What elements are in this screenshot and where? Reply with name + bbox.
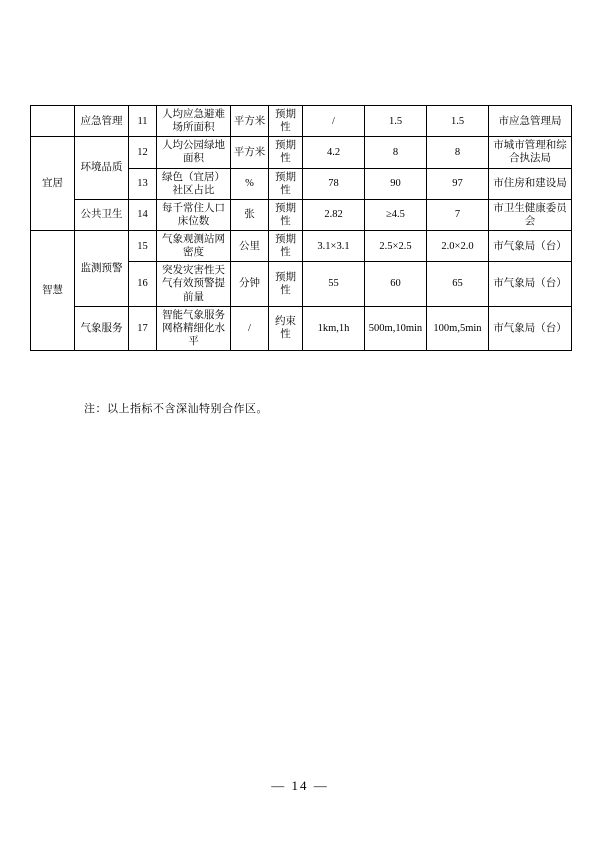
cell-value-1: 1km,1h xyxy=(303,306,365,350)
cell-subcategory: 环境品质 xyxy=(75,137,129,200)
cell-unit: / xyxy=(231,306,269,350)
cell-value-1: 55 xyxy=(303,262,365,306)
cell-attribute: 预期性 xyxy=(269,137,303,168)
cell-indicator: 每千常住人口床位数 xyxy=(157,199,231,230)
cell-value-2: ≥4.5 xyxy=(365,199,427,230)
cell-value-2: 2.5×2.5 xyxy=(365,231,427,262)
cell-value-2: 1.5 xyxy=(365,106,427,137)
cell-attribute: 约束性 xyxy=(269,306,303,350)
cell-no: 12 xyxy=(129,137,157,168)
page-number: — 14 — xyxy=(271,778,329,793)
cell-value-1: 2.82 xyxy=(303,199,365,230)
cell-category: 智慧 xyxy=(31,231,75,351)
cell-category: 宜居 xyxy=(31,137,75,231)
cell-subcategory: 应急管理 xyxy=(75,106,129,137)
cell-indicator: 人均公园绿地面积 xyxy=(157,137,231,168)
cell-attribute: 预期性 xyxy=(269,262,303,306)
table-row xyxy=(31,231,572,262)
cell-no: 13 xyxy=(129,168,157,199)
cell-value-3: 7 xyxy=(427,199,489,230)
table-row xyxy=(31,306,572,350)
cell-department: 市住房和建设局 xyxy=(489,168,572,199)
cell-subcategory: 气象服务 xyxy=(75,306,129,350)
cell-department: 市卫生健康委员会 xyxy=(489,199,572,230)
cell-department: 市气象局（台） xyxy=(489,306,572,350)
cell-value-1: / xyxy=(303,106,365,137)
cell-value-2: 8 xyxy=(365,137,427,168)
cell-indicator: 智能气象服务网格精细化水平 xyxy=(157,306,231,350)
cell-indicator: 突发灾害性天气有效预警提前量 xyxy=(157,262,231,306)
cell-unit: 公里 xyxy=(231,231,269,262)
table-row xyxy=(31,106,572,137)
cell-attribute: 预期性 xyxy=(269,168,303,199)
cell-indicator: 人均应急避难场所面积 xyxy=(157,106,231,137)
cell-value-1: 3.1×3.1 xyxy=(303,231,365,262)
cell-attribute: 预期性 xyxy=(269,199,303,230)
cell-unit: 张 xyxy=(231,199,269,230)
table-row xyxy=(31,199,572,230)
table-note: 注：以上指标不含深汕特别合作区。 xyxy=(84,403,268,415)
cell-no: 14 xyxy=(129,199,157,230)
cell-indicator: 气象观测站网密度 xyxy=(157,231,231,262)
cell-value-2: 90 xyxy=(365,168,427,199)
cell-unit: 平方米 xyxy=(231,106,269,137)
cell-department: 市城市管理和综合执法局 xyxy=(489,137,572,168)
cell-value-3: 65 xyxy=(427,262,489,306)
cell-attribute: 预期性 xyxy=(269,231,303,262)
cell-value-2: 60 xyxy=(365,262,427,306)
cell-unit: % xyxy=(231,168,269,199)
cell-unit: 平方米 xyxy=(231,137,269,168)
cell-subcategory: 监测预警 xyxy=(75,231,129,307)
cell-value-3: 1.5 xyxy=(427,106,489,137)
cell-value-3: 2.0×2.0 xyxy=(427,231,489,262)
cell-value-1: 78 xyxy=(303,168,365,199)
table-row xyxy=(31,137,572,168)
cell-value-3: 97 xyxy=(427,168,489,199)
cell-attribute: 预期性 xyxy=(269,106,303,137)
cell-no: 15 xyxy=(129,231,157,262)
cell-no: 11 xyxy=(129,106,157,137)
indicator-table xyxy=(30,105,572,351)
cell-department: 市应急管理局 xyxy=(489,106,572,137)
cell-value-3: 100m,5min xyxy=(427,306,489,350)
cell-value-3: 8 xyxy=(427,137,489,168)
cell-no: 16 xyxy=(129,262,157,306)
cell-value-2: 500m,10min xyxy=(365,306,427,350)
cell-subcategory: 公共卫生 xyxy=(75,199,129,230)
cell-indicator: 绿色（宜居）社区占比 xyxy=(157,168,231,199)
cell-unit: 分钟 xyxy=(231,262,269,306)
cell-category xyxy=(31,106,75,137)
cell-department: 市气象局（台） xyxy=(489,262,572,306)
indicator-table-container xyxy=(30,105,571,351)
cell-value-1: 4.2 xyxy=(303,137,365,168)
cell-no: 17 xyxy=(129,306,157,350)
cell-department: 市气象局（台） xyxy=(489,231,572,262)
